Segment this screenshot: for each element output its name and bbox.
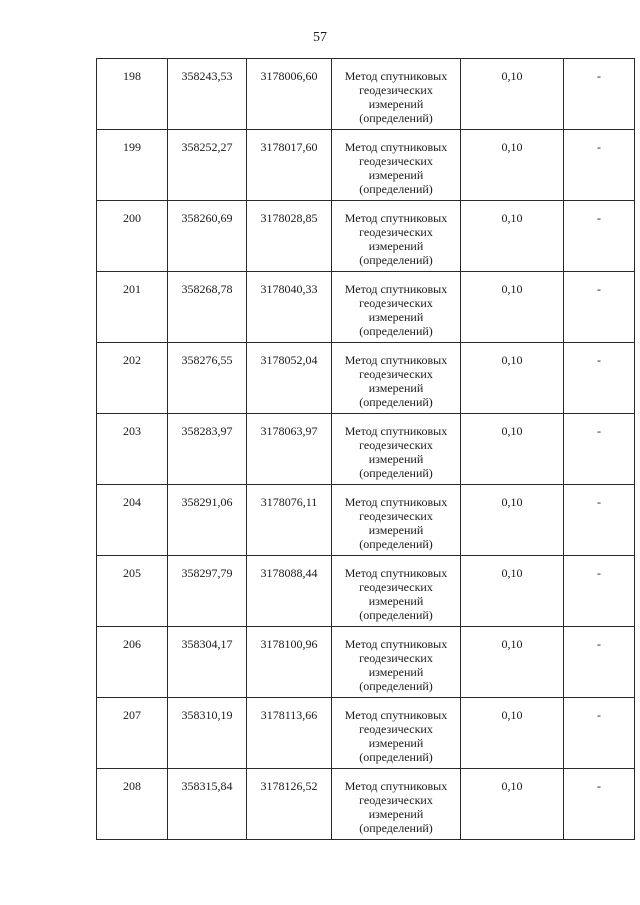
method-line: измерений bbox=[368, 736, 424, 750]
method-line: геодезических bbox=[359, 793, 433, 807]
coordinate-x-cell: 358260,69 bbox=[168, 201, 247, 272]
coordinate-y-cell: 3178126,52 bbox=[247, 769, 332, 840]
point-number-cell: 200 bbox=[97, 201, 168, 272]
method-line: Метод спутниковых bbox=[344, 140, 448, 154]
note-cell: - bbox=[564, 343, 635, 414]
coordinate-x-cell: 358252,27 bbox=[168, 130, 247, 201]
table-row bbox=[97, 627, 635, 698]
table-body bbox=[97, 59, 635, 840]
precision-cell: 0,10 bbox=[461, 59, 564, 130]
note-cell: - bbox=[564, 769, 635, 840]
method-line: геодезических bbox=[359, 296, 433, 310]
method-line: (определений) bbox=[359, 182, 433, 196]
note-cell: - bbox=[564, 59, 635, 130]
method-line: геодезических bbox=[359, 225, 433, 239]
precision-cell: 0,10 bbox=[461, 556, 564, 627]
table-row bbox=[97, 272, 635, 343]
method-line: (определений) bbox=[359, 750, 433, 764]
coordinate-y-cell: 3178052,04 bbox=[247, 343, 332, 414]
note-cell: - bbox=[564, 627, 635, 698]
table-row bbox=[97, 414, 635, 485]
table-row bbox=[97, 130, 635, 201]
method-line: Метод спутниковых bbox=[344, 211, 448, 225]
method-line: Метод спутниковых bbox=[344, 282, 448, 296]
point-number-cell: 205 bbox=[97, 556, 168, 627]
method-line: (определений) bbox=[359, 253, 433, 267]
coordinate-x-cell: 358310,19 bbox=[168, 698, 247, 769]
coordinate-x-cell: 358268,78 bbox=[168, 272, 247, 343]
table-row bbox=[97, 201, 635, 272]
method-line: измерений bbox=[368, 452, 424, 466]
method-line: измерений bbox=[368, 310, 424, 324]
method-line: (определений) bbox=[359, 324, 433, 338]
method-line: геодезических bbox=[359, 722, 433, 736]
precision-cell: 0,10 bbox=[461, 485, 564, 556]
point-number-cell: 208 bbox=[97, 769, 168, 840]
coordinate-x-cell: 358276,55 bbox=[168, 343, 247, 414]
coordinate-y-cell: 3178076,11 bbox=[247, 485, 332, 556]
note-cell: - bbox=[564, 272, 635, 343]
method-line: Метод спутниковых bbox=[344, 637, 448, 651]
point-number-cell: 204 bbox=[97, 485, 168, 556]
method-line: (определений) bbox=[359, 608, 433, 622]
method-line: измерений bbox=[368, 807, 424, 821]
method-cell bbox=[332, 556, 461, 627]
point-number-cell: 201 bbox=[97, 272, 168, 343]
method-cell bbox=[332, 201, 461, 272]
method-line: (определений) bbox=[359, 537, 433, 551]
precision-cell: 0,10 bbox=[461, 343, 564, 414]
precision-cell: 0,10 bbox=[461, 130, 564, 201]
coordinate-y-cell: 3178113,66 bbox=[247, 698, 332, 769]
precision-cell: 0,10 bbox=[461, 201, 564, 272]
method-line: геодезических bbox=[359, 651, 433, 665]
coordinate-x-cell: 358283,97 bbox=[168, 414, 247, 485]
method-cell bbox=[332, 59, 461, 130]
method-line: геодезических bbox=[359, 438, 433, 452]
method-line: Метод спутниковых bbox=[344, 353, 448, 367]
method-cell bbox=[332, 130, 461, 201]
method-line: измерений bbox=[368, 239, 424, 253]
note-cell: - bbox=[564, 201, 635, 272]
point-number-cell: 207 bbox=[97, 698, 168, 769]
method-cell bbox=[332, 343, 461, 414]
method-cell bbox=[332, 485, 461, 556]
coordinate-x-cell: 358297,79 bbox=[168, 556, 247, 627]
method-line: (определений) bbox=[359, 821, 433, 835]
method-line: Метод спутниковых bbox=[344, 566, 448, 580]
method-line: геодезических bbox=[359, 580, 433, 594]
method-line: (определений) bbox=[359, 111, 433, 125]
coordinates-table bbox=[96, 58, 635, 840]
note-cell: - bbox=[564, 698, 635, 769]
method-line: Метод спутниковых bbox=[344, 424, 448, 438]
coordinate-y-cell: 3178006,60 bbox=[247, 59, 332, 130]
method-line: измерений bbox=[368, 381, 424, 395]
method-line: измерений bbox=[368, 665, 424, 679]
precision-cell: 0,10 bbox=[461, 414, 564, 485]
method-cell bbox=[332, 414, 461, 485]
coordinate-y-cell: 3178028,85 bbox=[247, 201, 332, 272]
coordinate-y-cell: 3178040,33 bbox=[247, 272, 332, 343]
note-cell: - bbox=[564, 485, 635, 556]
method-line: измерений bbox=[368, 523, 424, 537]
method-line: Метод спутниковых bbox=[344, 69, 448, 83]
method-line: геодезических bbox=[359, 509, 433, 523]
point-number-cell: 198 bbox=[97, 59, 168, 130]
coordinate-y-cell: 3178063,97 bbox=[247, 414, 332, 485]
table-row bbox=[97, 698, 635, 769]
table-row bbox=[97, 485, 635, 556]
method-line: (определений) bbox=[359, 395, 433, 409]
point-number-cell: 199 bbox=[97, 130, 168, 201]
method-line: измерений bbox=[368, 97, 424, 111]
method-line: геодезических bbox=[359, 367, 433, 381]
method-cell bbox=[332, 769, 461, 840]
method-line: (определений) bbox=[359, 466, 433, 480]
coordinate-x-cell: 358291,06 bbox=[168, 485, 247, 556]
coordinate-y-cell: 3178100,96 bbox=[247, 627, 332, 698]
precision-cell: 0,10 bbox=[461, 272, 564, 343]
table-row bbox=[97, 59, 635, 130]
table-row bbox=[97, 343, 635, 414]
table-row bbox=[97, 556, 635, 627]
coordinate-y-cell: 3178017,60 bbox=[247, 130, 332, 201]
method-line: (определений) bbox=[359, 679, 433, 693]
method-line: измерений bbox=[368, 594, 424, 608]
method-line: геодезических bbox=[359, 83, 433, 97]
precision-cell: 0,10 bbox=[461, 698, 564, 769]
method-line: геодезических bbox=[359, 154, 433, 168]
method-cell bbox=[332, 698, 461, 769]
method-line: измерений bbox=[368, 168, 424, 182]
method-line: Метод спутниковых bbox=[344, 779, 448, 793]
coordinate-x-cell: 358304,17 bbox=[168, 627, 247, 698]
method-line: Метод спутниковых bbox=[344, 495, 448, 509]
coordinate-y-cell: 3178088,44 bbox=[247, 556, 332, 627]
note-cell: - bbox=[564, 414, 635, 485]
table-row bbox=[97, 769, 635, 840]
precision-cell: 0,10 bbox=[461, 627, 564, 698]
point-number-cell: 206 bbox=[97, 627, 168, 698]
page-number: 57 bbox=[313, 30, 327, 45]
note-cell: - bbox=[564, 556, 635, 627]
coordinate-x-cell: 358315,84 bbox=[168, 769, 247, 840]
precision-cell: 0,10 bbox=[461, 769, 564, 840]
coordinate-x-cell: 358243,53 bbox=[168, 59, 247, 130]
method-cell bbox=[332, 272, 461, 343]
method-cell bbox=[332, 627, 461, 698]
point-number-cell: 203 bbox=[97, 414, 168, 485]
method-line: Метод спутниковых bbox=[344, 708, 448, 722]
note-cell: - bbox=[564, 130, 635, 201]
point-number-cell: 202 bbox=[97, 343, 168, 414]
